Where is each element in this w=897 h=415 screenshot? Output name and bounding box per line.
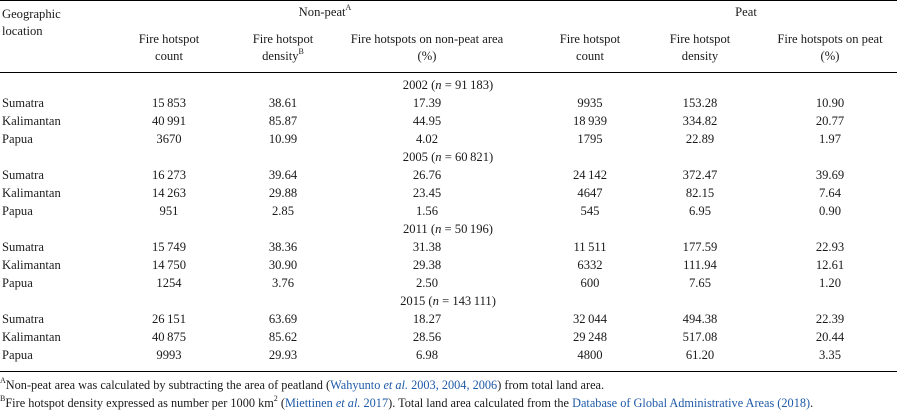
cell-nonpeat-count: 1254 xyxy=(156,276,182,290)
cell-peat-count: 6332 xyxy=(577,258,603,272)
cell-nonpeat-density: 85.62 xyxy=(268,330,298,344)
citation-gadm[interactable]: Database of Global Administrative Areas (2018) xyxy=(572,396,811,410)
footnote-a: $^A$Non-peat area was calculated by subtracting the area of peatland (Wahyunto et al. 2003, 2004, 2006) from total land area. xyxy=(0,375,605,392)
cell-peat-count: 545 xyxy=(580,204,600,218)
cell-peat-count: 18 939 xyxy=(572,114,608,128)
cell-peat-density: 111.94 xyxy=(683,258,717,272)
header-nonpeat-density: Fire hotspot density$^B$ xyxy=(252,32,314,63)
cell-nonpeat-density: 38.36 xyxy=(268,240,298,254)
cell-peat-density: 153.28 xyxy=(682,96,718,110)
year-row-2015: 2015 (n = 143 111) xyxy=(400,294,496,308)
cell-nonpeat-pct: 18.27 xyxy=(412,312,442,326)
cell-peat-density: 372.47 xyxy=(682,168,718,182)
row-location: Papua xyxy=(2,204,33,218)
cell-peat-pct: 0.90 xyxy=(818,204,842,218)
cell-nonpeat-pct: 6.98 xyxy=(415,348,439,362)
cell-peat-count: 32 044 xyxy=(572,312,608,326)
cell-peat-pct: 22.93 xyxy=(815,240,845,254)
row-location: Papua xyxy=(2,132,33,146)
cell-nonpeat-pct: 44.95 xyxy=(412,114,442,128)
cell-nonpeat-count: 951 xyxy=(159,204,179,218)
cell-peat-density: 494.38 xyxy=(682,312,718,326)
cell-nonpeat-count: 9993 xyxy=(156,348,182,362)
header-location xyxy=(2,6,61,40)
header-location-line2: location xyxy=(2,24,43,38)
cell-nonpeat-count: 16 273 xyxy=(151,168,187,182)
cell-peat-pct: 10.90 xyxy=(815,96,845,110)
cell-peat-count: 1795 xyxy=(577,132,603,146)
cell-nonpeat-pct: 28.56 xyxy=(412,330,442,344)
top-rule xyxy=(0,0,897,1)
cell-nonpeat-pct: 26.76 xyxy=(412,168,442,182)
cell-peat-count: 29 248 xyxy=(572,330,608,344)
row-location: Kalimantan xyxy=(2,186,61,200)
cell-nonpeat-pct: 17.39 xyxy=(412,96,442,110)
cell-peat-count: 9935 xyxy=(577,96,603,110)
header-nonpeat-pct: Fire hotspots on non-peat area (%) xyxy=(350,32,504,63)
cell-peat-count: 24 142 xyxy=(572,168,608,182)
cell-peat-count: 4647 xyxy=(577,186,603,200)
cell-nonpeat-pct: 29.38 xyxy=(412,258,442,272)
citation-miettinen[interactable]: Miettinen et al. 2017 xyxy=(284,396,389,410)
row-location: Papua xyxy=(2,276,33,290)
cell-nonpeat-density: 3.76 xyxy=(271,276,295,290)
cell-nonpeat-count: 40 875 xyxy=(151,330,187,344)
cell-peat-pct: 22.39 xyxy=(815,312,845,326)
cell-nonpeat-count: 14 263 xyxy=(151,186,187,200)
cell-peat-density: 7.65 xyxy=(688,276,712,290)
header-peat-density: Fire hotspot density xyxy=(669,32,731,63)
row-location: Sumatra xyxy=(2,168,44,182)
cell-peat-density: 22.89 xyxy=(685,132,715,146)
cell-peat-pct: 20.77 xyxy=(815,114,845,128)
row-location: Sumatra xyxy=(2,240,44,254)
cell-nonpeat-density: 10.99 xyxy=(268,132,298,146)
cell-nonpeat-density: 38.61 xyxy=(268,96,298,110)
cell-nonpeat-density: 29.88 xyxy=(268,186,298,200)
year-row-2002: 2002 (n = 91 183) xyxy=(402,78,494,92)
cell-nonpeat-density: 63.69 xyxy=(268,312,298,326)
cell-nonpeat-pct: 1.56 xyxy=(415,204,439,218)
header-nonpeat-group: Non-peat$^A$ xyxy=(298,2,352,19)
cell-nonpeat-count: 40 991 xyxy=(151,114,187,128)
cell-peat-count: 4800 xyxy=(577,348,603,362)
row-location: Kalimantan xyxy=(2,258,61,272)
row-location: Sumatra xyxy=(2,96,44,110)
year-row-2005: 2005 (n = 60 821) xyxy=(402,150,494,164)
cell-nonpeat-count: 15 853 xyxy=(151,96,187,110)
cell-nonpeat-density: 85.87 xyxy=(268,114,298,128)
cell-peat-density: 82.15 xyxy=(685,186,715,200)
header-location-line1: Geographic xyxy=(2,7,61,21)
cell-peat-pct: 3.35 xyxy=(818,348,842,362)
cell-nonpeat-count: 3670 xyxy=(156,132,182,146)
header-peat-pct: Fire hotspots on peat (%) xyxy=(777,32,883,63)
header-peat-group: Peat xyxy=(735,5,757,19)
cell-nonpeat-density: 2.85 xyxy=(271,204,295,218)
cell-peat-pct: 7.64 xyxy=(818,186,842,200)
cell-peat-count: 11 511 xyxy=(573,240,607,254)
cell-peat-pct: 1.97 xyxy=(818,132,842,146)
cell-peat-density: 177.59 xyxy=(682,240,718,254)
cell-peat-density: 6.95 xyxy=(688,204,712,218)
cell-peat-pct: 12.61 xyxy=(815,258,845,272)
cell-peat-pct: 1.20 xyxy=(818,276,842,290)
header-peat-count: Fire hotspot count xyxy=(559,32,621,63)
cell-peat-density: 334.82 xyxy=(682,114,718,128)
cell-nonpeat-pct: 4.02 xyxy=(415,132,439,146)
cell-peat-count: 600 xyxy=(580,276,600,290)
cell-peat-pct: 39.69 xyxy=(815,168,845,182)
header-rule xyxy=(0,72,897,73)
cell-nonpeat-count: 15 749 xyxy=(151,240,187,254)
row-location: Papua xyxy=(2,348,33,362)
row-location: Sumatra xyxy=(2,312,44,326)
cell-peat-pct: 20.44 xyxy=(815,330,845,344)
cell-nonpeat-density: 39.64 xyxy=(268,168,298,182)
cell-nonpeat-pct: 31.38 xyxy=(412,240,442,254)
cell-nonpeat-count: 14 750 xyxy=(151,258,187,272)
footnote-b: $^B$Fire hotspot density expressed as number per 1000 $km^2$ (Miettinen et al. 2017). Total land area calculated from the Database of Global Administrative Areas (2018). xyxy=(0,393,814,410)
year-row-2011: 2011 (n = 50 196) xyxy=(403,222,493,236)
header-nonpeat-count: Fire hotspot count xyxy=(138,32,200,63)
cell-nonpeat-density: 30.90 xyxy=(268,258,298,272)
citation-wahyunto[interactable]: Wahyunto et al. 2003, 2004, 2006 xyxy=(330,378,498,392)
cell-nonpeat-density: 29.93 xyxy=(268,348,298,362)
row-location: Kalimantan xyxy=(2,330,61,344)
cell-nonpeat-pct: 23.45 xyxy=(412,186,442,200)
row-location: Kalimantan xyxy=(2,114,61,128)
cell-peat-density: 61.20 xyxy=(685,348,715,362)
bottom-rule xyxy=(0,371,897,372)
cell-peat-density: 517.08 xyxy=(682,330,718,344)
cell-nonpeat-count: 26 151 xyxy=(151,312,187,326)
cell-nonpeat-pct: 2.50 xyxy=(415,276,439,290)
